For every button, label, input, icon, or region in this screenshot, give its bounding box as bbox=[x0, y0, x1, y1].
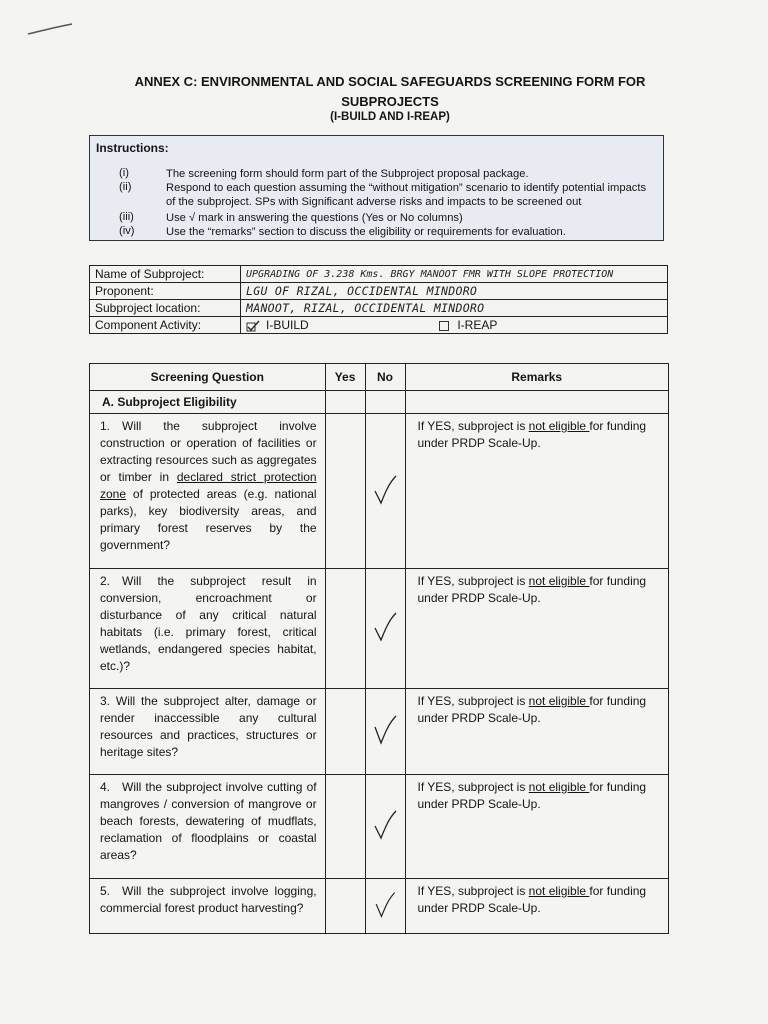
remark-underline: not eligible bbox=[528, 694, 590, 708]
checkmark-icon bbox=[372, 473, 398, 507]
proponent-value[interactable]: LGU OF RIZAL, OCCIDENTAL MINDORO bbox=[241, 283, 668, 300]
col-header-yes: Yes bbox=[325, 364, 365, 391]
name-label: Name of Subproject: bbox=[90, 266, 241, 283]
question-1-num: 1. bbox=[100, 419, 111, 433]
option-ireap[interactable] bbox=[439, 318, 497, 332]
instruction-text-3: Use √ mark in answering the questions (Yes or No columns) bbox=[166, 212, 463, 224]
table-row bbox=[90, 879, 669, 934]
q4-yes-cell[interactable] bbox=[325, 775, 365, 879]
remark-suffix: for funding under PRDP Scale-Up. bbox=[417, 419, 647, 450]
q3-remarks bbox=[405, 689, 669, 775]
table-row bbox=[90, 775, 669, 879]
instruction-num-4: (iv) bbox=[119, 225, 135, 237]
remark-suffix: for funding under PRDP Scale-Up. bbox=[417, 884, 647, 915]
question-3 bbox=[90, 689, 326, 775]
pen-stroke-mark bbox=[26, 22, 74, 36]
remark-underline: not eligible bbox=[528, 574, 590, 588]
question-4-text: Will the subproject involve cutting of mangroves / conversion of mangrove or beach forests, dewatering of mudflats, reclamation of floodplains or coastal areas? bbox=[100, 780, 317, 862]
question-1-text-end: of protected areas (e.g. national parks), key biodiversity areas, and primary forest reserves by the government? bbox=[100, 487, 317, 552]
section-a-row bbox=[90, 391, 669, 414]
q2-remarks bbox=[405, 569, 669, 689]
info-row-component bbox=[90, 317, 668, 334]
component-options bbox=[241, 317, 668, 334]
instruction-num-3: (iii) bbox=[119, 211, 134, 223]
question-2-num: 2. bbox=[100, 574, 111, 588]
info-row-name bbox=[90, 266, 668, 283]
checkmark-icon bbox=[372, 808, 398, 842]
remark-suffix: for funding under PRDP Scale-Up. bbox=[417, 574, 647, 605]
q4-no-cell[interactable] bbox=[365, 775, 405, 879]
location-value[interactable]: MANOOT, RIZAL, OCCIDENTAL MINDORO bbox=[241, 300, 668, 317]
instruction-text-1: The screening form should form part of the Subproject proposal package. bbox=[166, 168, 529, 180]
table-row bbox=[90, 689, 669, 775]
form-title-line3: (I-BUILD AND I-REAP) bbox=[330, 111, 450, 123]
q1-no-cell[interactable] bbox=[365, 414, 405, 569]
section-a-yes bbox=[325, 391, 365, 414]
component-label: Component Activity: bbox=[90, 317, 241, 334]
form-title-line2: SUBPROJECTS bbox=[341, 94, 439, 109]
remark-suffix: for funding under PRDP Scale-Up. bbox=[417, 694, 647, 725]
remark-suffix: for funding under PRDP Scale-Up. bbox=[417, 780, 647, 811]
q5-remarks bbox=[405, 879, 669, 934]
q3-yes-cell[interactable] bbox=[325, 689, 365, 775]
info-row-proponent bbox=[90, 283, 668, 300]
question-4 bbox=[90, 775, 326, 879]
location-label: Subproject location: bbox=[90, 300, 241, 317]
remark-underline: not eligible bbox=[528, 884, 590, 898]
checkmark-icon bbox=[372, 610, 398, 644]
question-4-num: 4. bbox=[100, 780, 111, 794]
col-header-no: No bbox=[365, 364, 405, 391]
screening-table bbox=[89, 363, 669, 934]
q5-yes-cell[interactable] bbox=[325, 879, 365, 934]
instruction-text-2: Respond to each question assuming the “without mitigation” scenario to identify potential impacts of the subproject. SPs with Significant adverse risks and impacts to be screened out bbox=[166, 182, 647, 208]
question-1-underlined: declared strict protection zone bbox=[100, 470, 317, 501]
q5-no-cell[interactable] bbox=[365, 879, 405, 934]
section-a-no bbox=[365, 391, 405, 414]
q2-no-cell[interactable] bbox=[365, 569, 405, 689]
instructions-heading: Instructions: bbox=[96, 141, 169, 155]
question-1-text: Will the subproject involve construction or operation of facilities or extracting resources such as aggregates or timber in bbox=[100, 419, 317, 484]
question-3-num: 3. bbox=[100, 694, 111, 708]
col-header-remarks: Remarks bbox=[405, 364, 669, 391]
remark-underline: not eligible bbox=[528, 780, 590, 794]
option-ireap-label: I-REAP bbox=[457, 318, 498, 332]
instructions-box bbox=[89, 135, 664, 241]
checkmark-icon bbox=[372, 713, 398, 747]
option-ibuild-label: I-BUILD bbox=[266, 318, 309, 332]
question-5 bbox=[90, 879, 326, 934]
table-row bbox=[90, 414, 669, 569]
q1-yes-cell[interactable] bbox=[325, 414, 365, 569]
remark-underline: not eligible bbox=[528, 419, 590, 433]
remark-prefix: If YES, subproject is bbox=[417, 419, 529, 433]
remark-prefix: If YES, subproject is bbox=[417, 574, 529, 588]
remark-prefix: If YES, subproject is bbox=[417, 780, 529, 794]
question-5-text: Will the subproject involve logging, commercial forest product harvesting? bbox=[100, 884, 317, 915]
section-a-title: A. Subproject Eligibility bbox=[90, 391, 326, 414]
q2-yes-cell[interactable] bbox=[325, 569, 365, 689]
instruction-num-2: (ii) bbox=[119, 181, 132, 193]
empty-checkbox-icon[interactable] bbox=[439, 321, 449, 331]
option-ibuild[interactable] bbox=[246, 318, 436, 332]
name-value[interactable]: UPGRADING OF 3.238 Kms. BRGY MANOOT FMR WITH SLOPE PROTECTION bbox=[241, 266, 668, 283]
proponent-label: Proponent: bbox=[90, 283, 241, 300]
remark-prefix: If YES, subproject is bbox=[417, 884, 529, 898]
instruction-text-4: Use the “remarks” section to discuss the eligibility or requirements for evaluation. bbox=[166, 226, 566, 238]
question-2-text: Will the subproject result in conversion, encroachment or disturbance of any critical natural habitats (i.e. primary forest, critical wetlands, endangered species habitat, etc.)? bbox=[100, 574, 317, 673]
q3-no-cell[interactable] bbox=[365, 689, 405, 775]
form-title-line1: ANNEX C: ENVIRONMENTAL AND SOCIAL SAFEGUARDS SCREENING FORM FOR bbox=[134, 74, 646, 89]
checked-checkbox-icon[interactable] bbox=[246, 320, 260, 332]
col-header-question: Screening Question bbox=[90, 364, 326, 391]
screening-header-row bbox=[90, 364, 669, 391]
question-1 bbox=[90, 414, 326, 569]
question-3-text: Will the subproject alter, damage or render inaccessible any cultural resources and practices, structures or heritage sites? bbox=[100, 694, 317, 759]
question-2 bbox=[90, 569, 326, 689]
remark-prefix: If YES, subproject is bbox=[417, 694, 529, 708]
table-row bbox=[90, 569, 669, 689]
section-a-remarks bbox=[405, 391, 669, 414]
q4-remarks bbox=[405, 775, 669, 879]
instruction-num-1: (i) bbox=[119, 167, 129, 179]
info-row-location bbox=[90, 300, 668, 317]
subproject-info-table bbox=[89, 265, 668, 334]
checkmark-icon bbox=[373, 890, 397, 920]
q1-remarks bbox=[405, 414, 669, 569]
question-5-num: 5. bbox=[100, 884, 111, 898]
